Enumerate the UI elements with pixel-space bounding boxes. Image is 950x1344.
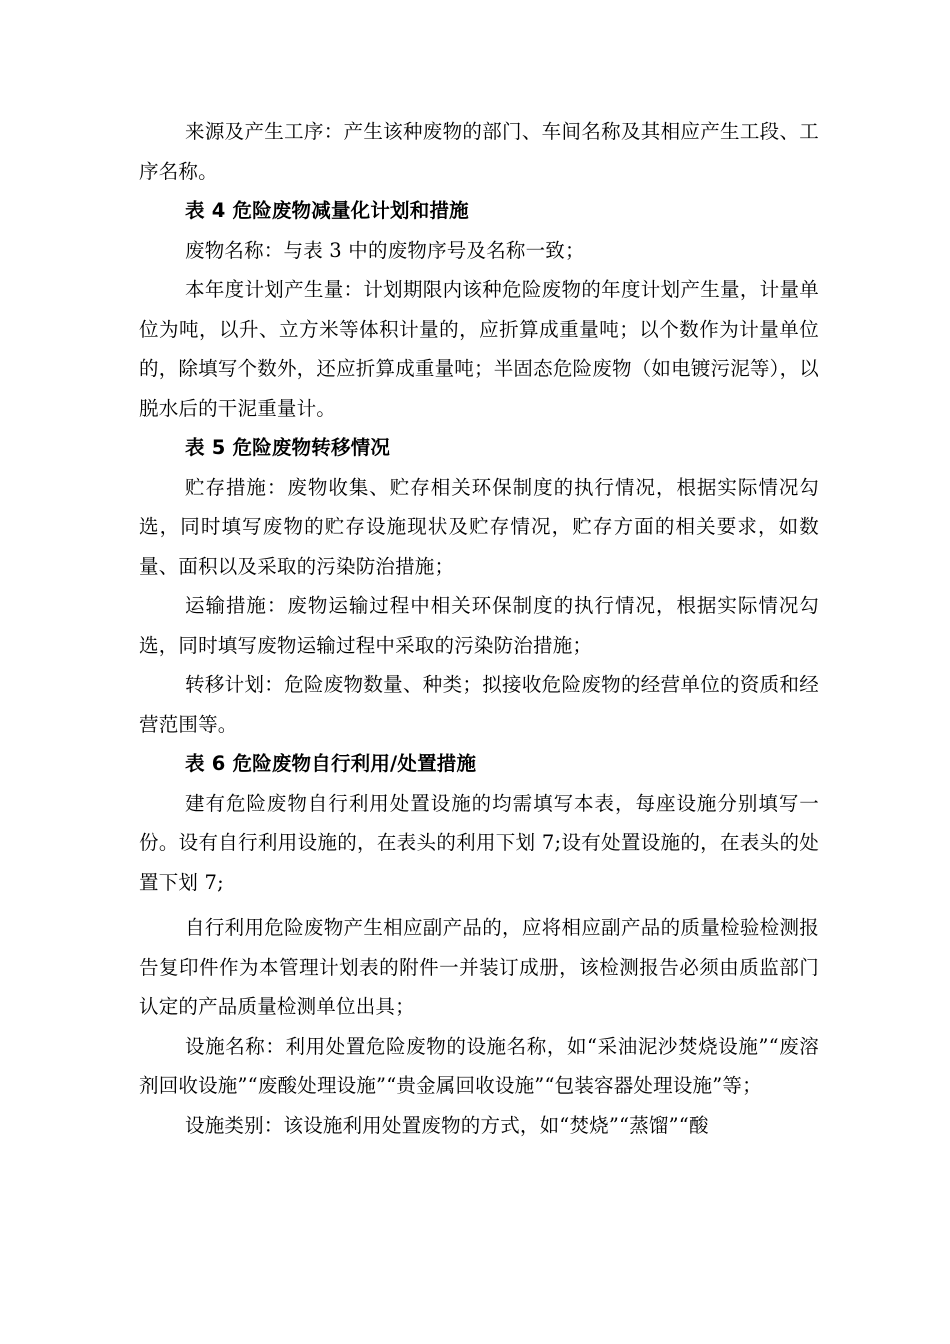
paragraph-facility-category: 设施类别：该设施利用处置废物的方式，如“焚烧”“蒸馏”“酸	[185, 1113, 709, 1137]
paragraph-waste-name: 废物名称：与表 3 中的废物序号及名称一致；	[185, 238, 585, 262]
heading-table-4: 表 4 危险废物减量化计划和措施	[185, 199, 469, 222]
paragraph-source-process: 来源及产生工序：产生该种废物的部门、车间名称及其相应产生工段、工序名称。	[139, 120, 819, 183]
paragraph-planned-output: 本年度计划产生量：计划期限内该种危险废物的年度计划产生量，计量单位为吨，以升、立方米等体积计量的，应折算成重量吨；以个数作为计量单位的，除填写个数外，还应折算成重量吨；半固态危险废物（如电镀污泥等），以脱水后的干泥重量计。	[139, 278, 819, 420]
paragraph-byproduct-report: 自行利用危险废物产生相应副产品的，应将相应副产品的质量检验检测报告复印件作为本管理计划表的附件一并装订成册，该检测报告必须由质监部门认定的产品质量检测单位出具；	[139, 916, 819, 1018]
paragraph-transfer-plan: 转移计划：危险废物数量、种类；拟接收危险废物的经营单位的资质和经营范围等。	[139, 673, 819, 736]
document-body	[139, 112, 819, 1145]
heading-table-6: 表 6 危险废物自行利用/处置措施	[185, 752, 477, 775]
paragraph-transport-measures: 运输措施：废物运输过程中相关环保制度的执行情况，根据实际情况勾选，同时填写废物运输过程中采取的污染防治措施；	[139, 594, 819, 657]
paragraph-facility-fill-in: 建有危险废物自行利用处置设施的均需填写本表，每座设施分别填写一份。设有自行利用设施的，在表头的利用下划 7;设有处置设施的，在表头的处置下划 7;	[139, 791, 819, 894]
paragraph-facility-name: 设施名称：利用处置危险废物的设施名称，如“采油泥沙焚烧设施”“废溶剂回收设施”“废酸处理设施”“贵金属回收设施”“包装容器处理设施”等；	[139, 1034, 819, 1097]
heading-table-5: 表 5 危险废物转移情况	[185, 436, 391, 459]
paragraph-storage-measures: 贮存措施：废物收集、贮存相关环保制度的执行情况，根据实际情况勾选，同时填写废物的贮存设施现状及贮存情况，贮存方面的相关要求，如数量、面积以及采取的污染防治措施；	[139, 475, 819, 578]
